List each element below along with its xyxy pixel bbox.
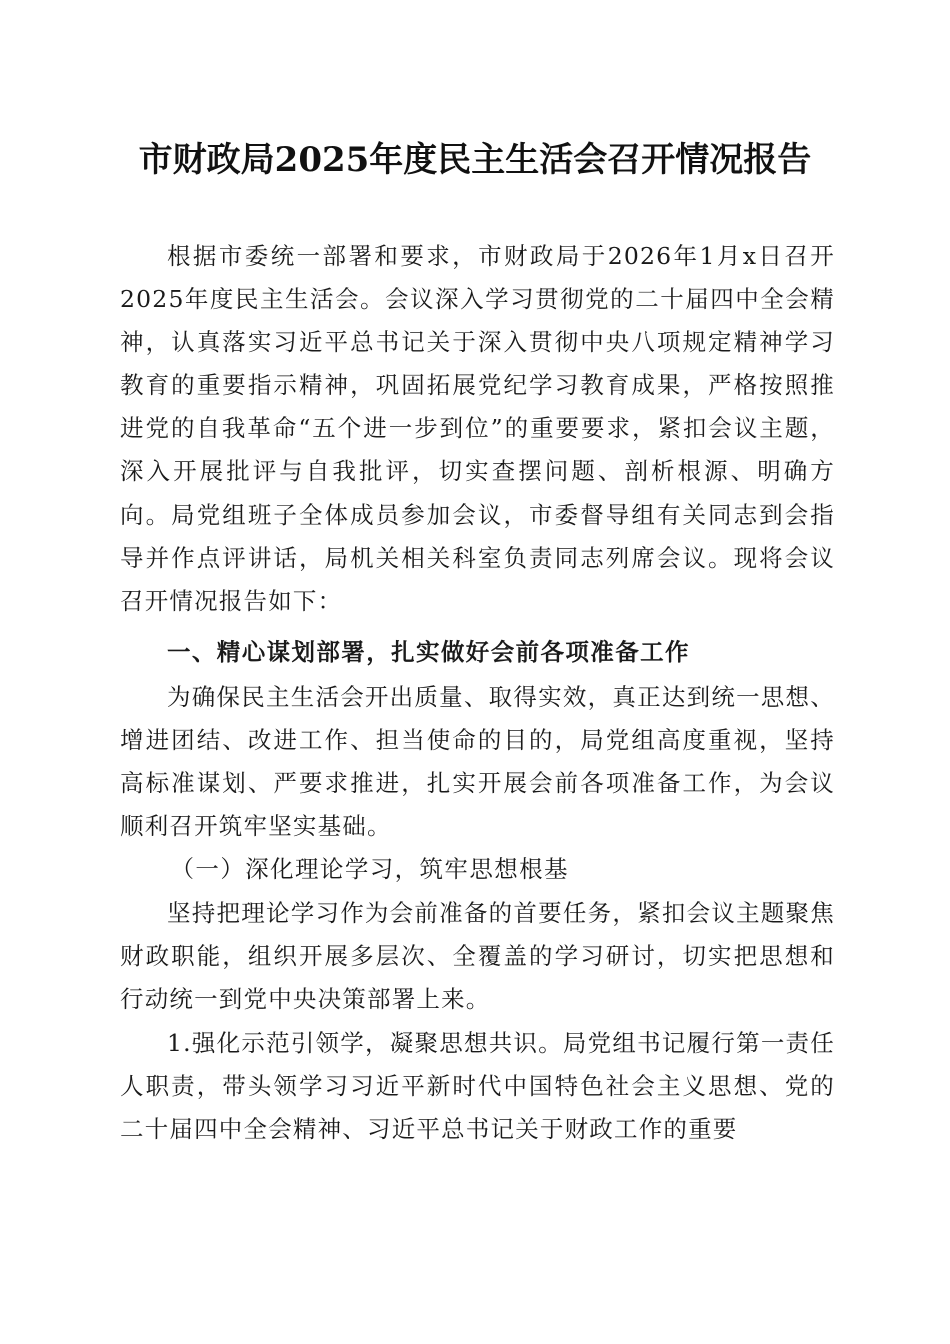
- section-1-paragraph: 为确保民主生活会开出质量、取得实效，真正达到统一思想、增进团结、改进工作、担当使命的目的，局党组高度重视，坚持高标准谋划、严要求推进，扎实开展会前各项准备工作，为会议顺利召开筑牢坚实基础。: [120, 683, 835, 841]
- intro-paragraph: 根据市委统一部署和要求，市财政局于2026年1月x日召开2025年度民主生活会。会议深入学习贯彻党的二十届四中全会精神，认真落实习近平总书记关于深入贯彻中央八项规定精神学习教育的重要指示精神，巩固拓展党纪学习教育成果，严格按照推进党的自我革命“五个进一步到位”的重要要求，紧扣会议主题，深入开展批评与自我批评，切实查摆问题、剖析根源、明确方向。局党组班子全体成员参加会议，市委督导组有关同志到会指导并作点评讲话，局机关相关科室负责同志列席会议。现将会议召开情况报告如下：: [120, 242, 835, 615]
- subsection-heading-1: （一）深化理论学习，筑牢思想根基: [170, 855, 569, 883]
- page-title: 市财政局2025年度民主生活会召开情况报告: [138, 140, 812, 180]
- list-item: 1.强化示范引领学，凝聚思想共识。局党组书记履行第一责任人职责，带头领学习习近平新时代中国特色社会主义思想、党的二十届四中全会精神、习近平总书记关于财政工作的重要: [120, 1029, 835, 1144]
- subsection-1-paragraph: 坚持把理论学习作为会前准备的首要任务，紧扣会议主题聚焦财政职能，组织开展多层次、全覆盖的学习研讨，切实把思想和行动统一到党中央决策部署上来。: [120, 899, 835, 1014]
- section-heading-1: 一、精心谋划部署，扎实做好会前各项准备工作: [167, 638, 690, 666]
